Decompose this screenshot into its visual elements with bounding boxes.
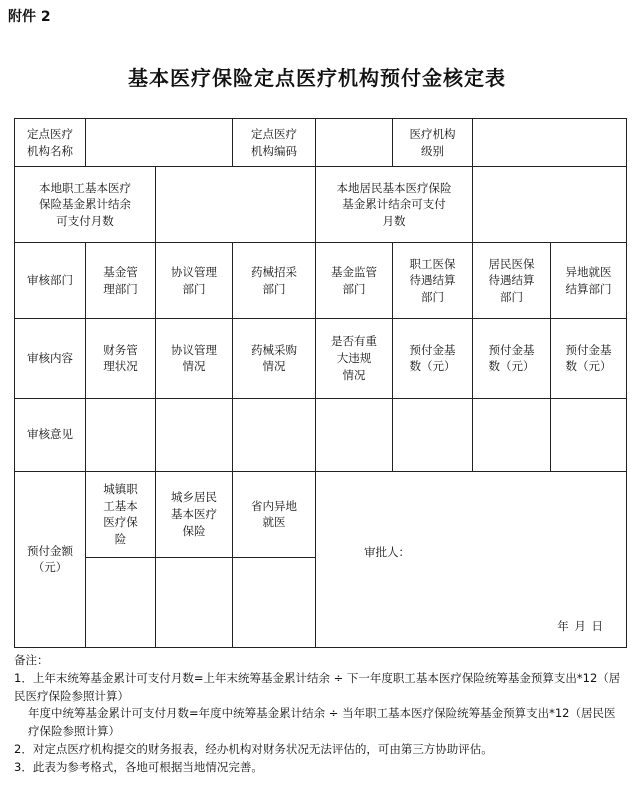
content-procurement-status: 药械采购 情况 (233, 319, 316, 398)
dept-fund-supervision: 基金监管 部门 (316, 243, 393, 319)
employee-months-field[interactable] (156, 167, 316, 243)
dept-offsite-settlement: 异地就医 结算部门 (551, 243, 627, 319)
dept-agreement-management: 协议管理 部门 (156, 243, 233, 319)
institution-code-field[interactable] (316, 119, 393, 167)
opinion-field[interactable] (473, 398, 551, 471)
note-line: 1．上年末统筹基金累计可支付月数=上年末统筹基金累计结余 ÷ 下一年度职工基本医疗保险统筹基金预算支出*12（居民医疗保险参照计算） (14, 670, 621, 703)
amount-urban-employee-field[interactable] (86, 557, 156, 647)
content-prepay-base-resident: 预付金基 数（元） (473, 319, 551, 398)
institution-name-label: 定点医疗 机构名称 (15, 119, 86, 167)
content-financial-status: 财务管 理状况 (86, 319, 156, 398)
amount-urban-rural-resident-field[interactable] (156, 557, 233, 647)
dept-resident-settlement: 居民医保 待遇结算 部门 (473, 243, 551, 319)
content-prepay-base-employee: 预付金基 数（元） (393, 319, 473, 398)
resident-months-field[interactable] (473, 167, 627, 243)
approver-label: 审批人： (364, 544, 410, 559)
content-agreement-status: 协议管理 情况 (156, 319, 233, 398)
page-title: 基本医疗保险定点医疗机构预付金核定表 (128, 66, 506, 90)
opinion-field[interactable] (233, 398, 316, 471)
note-line: 2．对定点医疗机构提交的财务报表，经办机构对财务状况无法评估的，可由第三方协助评估。 (14, 742, 493, 757)
review-opinion-label: 审核意见 (15, 398, 86, 471)
content-violation-status: 是否有重 大违规 情况 (316, 319, 393, 398)
amount-urban-rural-resident-label: 城乡居民 基本医疗 保险 (156, 471, 233, 557)
note-line: 3．此表为参考格式，各地可根据当地情况完善。 (14, 759, 263, 774)
approval-area[interactable] (316, 471, 627, 647)
amount-offsite-label: 省内异地 就医 (233, 471, 316, 557)
review-department-label: 审核部门 (15, 243, 86, 319)
resident-months-label: 本地居民基本医疗保险 基金累计结余可支付 月数 (316, 167, 473, 243)
note-line: 年度中统筹基金累计可支付月数=年度中统筹基金累计结余 ÷ 当年职工基本医疗保险统筹基金预算支出*12（居民医疗保险参照计算） (28, 706, 616, 739)
attachment-label: 附件 2 (8, 9, 51, 25)
prepay-amount-label: 预付金额 （元） (15, 471, 86, 647)
institution-level-field[interactable] (473, 119, 627, 167)
opinion-field[interactable] (551, 398, 627, 471)
opinion-field[interactable] (156, 398, 233, 471)
dept-fund-management: 基金管 理部门 (86, 243, 156, 319)
opinion-field[interactable] (393, 398, 473, 471)
review-content-label: 审核内容 (15, 319, 86, 398)
dept-employee-settlement: 职工医保 待遇结算 部门 (393, 243, 473, 319)
institution-code-label: 定点医疗 机构编码 (233, 119, 316, 167)
opinion-field[interactable] (316, 398, 393, 471)
amount-offsite-field[interactable] (233, 557, 316, 647)
notes-heading: 备注： (14, 653, 49, 667)
notes-section (14, 652, 626, 777)
institution-name-field[interactable] (86, 119, 233, 167)
institution-level-label: 医疗机构 级别 (393, 119, 473, 167)
dept-procurement: 药械招采 部门 (233, 243, 316, 319)
opinion-field[interactable] (86, 398, 156, 471)
employee-months-label: 本地职工基本医疗 保险基金累计结余 可支付月数 (15, 167, 156, 243)
amount-urban-employee-label: 城镇职 工基本 医疗保 险 (86, 471, 156, 557)
prepayment-form-table (14, 118, 627, 648)
content-prepay-base-offsite: 预付金基 数（元） (551, 319, 627, 398)
approval-date: 年 月 日 (557, 619, 604, 634)
